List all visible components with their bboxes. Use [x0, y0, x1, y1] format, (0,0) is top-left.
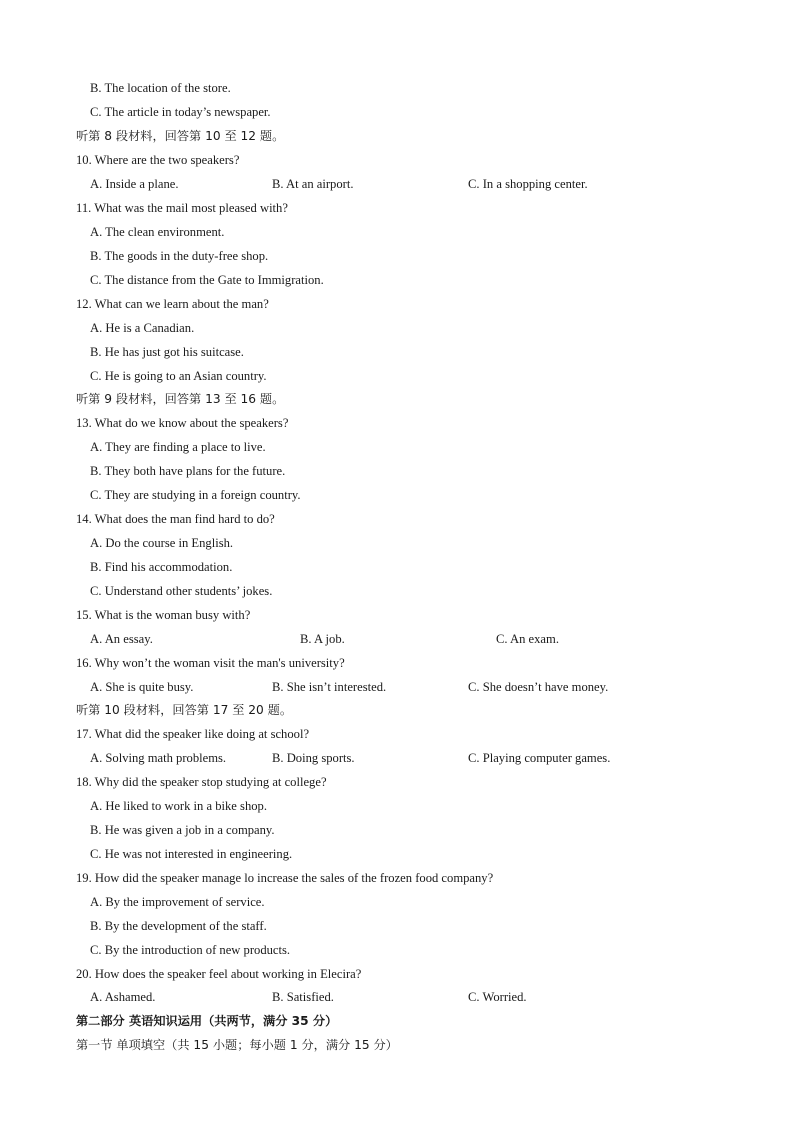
question-16: 16. Why won’t the woman visit the man's university?: [76, 656, 345, 670]
question-11-option-c: C. The distance from the Gate to Immigration.: [90, 273, 324, 287]
question-11-option-b: B. The goods in the duty-free shop.: [90, 249, 269, 263]
part-two-heading: 第二部分 英语知识运用（共两节，满分 35 分）: [76, 1014, 338, 1028]
question-18-option-c: C. He was not interested in engineering.: [90, 847, 293, 861]
question-18-option-b: B. He was given a job in a company.: [90, 823, 275, 837]
question-19: 19. How did the speaker manage lo increase the sales of the frozen food company?: [76, 871, 494, 885]
question-14: 14. What does the man find hard to do?: [76, 512, 275, 526]
question-17: 17. What did the speaker like doing at school?: [76, 727, 310, 741]
question-12-option-a: A. He is a Canadian.: [90, 321, 195, 335]
question-17-option-b: B. Doing sports.: [272, 751, 355, 765]
question-12-option-c: C. He is going to an Asian country.: [90, 369, 267, 383]
section-one-heading: 第一节 单项填空（共 15 小题；每小题 1 分，满分 15 分）: [76, 1038, 398, 1052]
question-10-option-c: C. In a shopping center.: [468, 177, 588, 191]
question-12-option-b: B. He has just got his suitcase.: [90, 345, 244, 359]
question-13-option-b: B. They both have plans for the future.: [90, 464, 286, 478]
question-14-option-b: B. Find his accommodation.: [90, 560, 233, 574]
question-20-option-a: A. Ashamed.: [90, 990, 156, 1004]
question-15: 15. What is the woman busy with?: [76, 608, 251, 622]
question-19-option-a: A. By the improvement of service.: [90, 895, 265, 909]
question-14-option-c: C. Understand other students’ jokes.: [90, 584, 273, 598]
question-16-option-c: C. She doesn’t have money.: [468, 680, 609, 694]
question-20-option-c: C. Worried.: [468, 990, 527, 1004]
question-18-option-a: A. He liked to work in a bike shop.: [90, 799, 267, 813]
question-10: 10. Where are the two speakers?: [76, 153, 240, 167]
question-13: 13. What do we know about the speakers?: [76, 416, 289, 430]
question-15-option-c: C. An exam.: [496, 632, 559, 646]
option-c: C. The article in today’s newspaper.: [90, 105, 271, 119]
question-15-option-a: A. An essay.: [90, 632, 153, 646]
question-12: 12. What can we learn about the man?: [76, 297, 269, 311]
question-10-option-a: A. Inside a plane.: [90, 177, 179, 191]
question-11: 11. What was the mail most pleased with?: [76, 201, 288, 215]
question-15-option-b: B. A job.: [300, 632, 345, 646]
option-b: B. The location of the store.: [90, 81, 231, 95]
question-11-option-a: A. The clean environment.: [90, 225, 225, 239]
question-19-option-b: B. By the development of the staff.: [90, 919, 267, 933]
question-20: 20. How does the speaker feel about working in Elecira?: [76, 967, 362, 981]
question-17-option-a: A. Solving math problems.: [90, 751, 227, 765]
question-13-option-a: A. They are finding a place to live.: [90, 440, 266, 454]
section-instruction-8: 听第 8 段材料，回答第 10 至 12 题。: [76, 129, 285, 143]
section-instruction-10: 听第 10 段材料，回答第 17 至 20 题。: [76, 703, 293, 717]
question-13-option-c: C. They are studying in a foreign country.: [90, 488, 301, 502]
question-20-option-b: B. Satisfied.: [272, 990, 334, 1004]
question-10-option-b: B. At an airport.: [272, 177, 354, 191]
section-instruction-9: 听第 9 段材料，回答第 13 至 16 题。: [76, 392, 285, 406]
question-17-option-c: C. Playing computer games.: [468, 751, 611, 765]
question-19-option-c: C. By the introduction of new products.: [90, 943, 291, 957]
question-18: 18. Why did the speaker stop studying at college?: [76, 775, 327, 789]
question-16-option-a: A. She is quite busy.: [90, 680, 194, 694]
question-16-option-b: B. She isn’t interested.: [272, 680, 387, 694]
question-14-option-a: A. Do the course in English.: [90, 536, 234, 550]
